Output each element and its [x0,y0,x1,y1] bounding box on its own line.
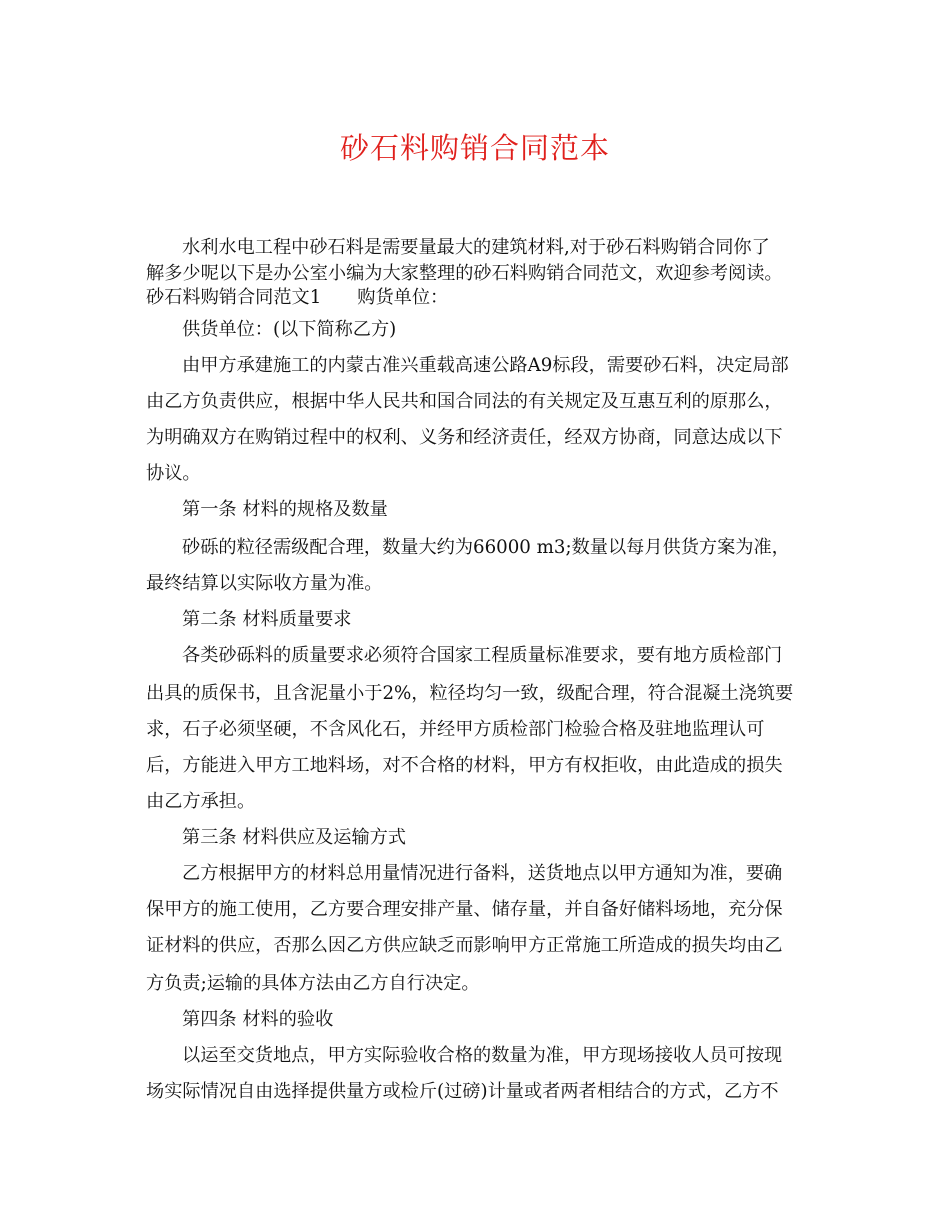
paragraph-line: 砂砾的粒径需级配合理，数量大约为66000 m3;数量以每月供货方案为准， [182,537,790,558]
section-heading: 第三条 材料供应及运输方式 [182,827,407,848]
paragraph-line [146,286,448,310]
paragraph-line: 由乙方负责供应，根据中华人民共和国合同法的有关规定及互惠互利的原那么， [146,391,783,412]
paragraph-line: 求，石子必须坚硬，不含风化石，并经甲方质检部门检验合格及驻地监理认可 [146,719,765,740]
paragraph-line: 证材料的供应，否那么因乙方供应缺乏而影响甲方正常施工所造成的损失均由乙 [146,935,783,956]
paragraph-line: 解多少呢以下是办公室小编为大家整理的砂石料购销合同范文，欢迎参考阅读。 [146,263,783,284]
paragraph-line: 以运至交货地点，甲方实际验收合格的数量为准，甲方现场接收人员可按现 [182,1045,783,1066]
paragraph-line: 场实际情况自由选择提供量方或检斤(过磅)计量或者两者相结合的方式，乙方不 [146,1081,779,1102]
paragraph-line: 乙方根据甲方的材料总用量情况进行备料，送货地点以甲方通知为准，要确 [182,863,783,884]
paragraph-line: 供货单位：(以下简称乙方) [182,319,397,340]
section-heading: 第二条 材料质量要求 [182,609,352,630]
section-heading: 第一条 材料的规格及数量 [182,499,388,520]
buyer-label: 购货单位： [357,287,449,308]
paragraph-line: 最终结算以实际收方量为准。 [146,573,383,594]
paragraph-line: 由甲方承建施工的内蒙古准兴重载高速公路A9标段，需要砂石料，决定局部 [182,355,789,376]
paragraph-line: 各类砂砾料的质量要求必须符合国家工程质量标准要求，要有地方质检部门 [182,645,783,666]
paragraph-line: 保甲方的施工使用，乙方要合理安排产量、储存量，并自备好储料场地，充分保 [146,899,783,920]
sample-heading: 砂石料购销合同范文1 [146,287,322,308]
paragraph-line: 方负责;运输的具体方法由乙方自行决定。 [146,973,480,994]
paragraph-line: 出具的质保书，且含泥量小于2%，粒径均匀一致，级配合理，符合混凝土浇筑要 [146,683,794,704]
paragraph-line: 协议。 [146,463,201,484]
paragraph-line: 后，方能进入甲方工地料场，对不合格的材料，甲方有权拒收，由此造成的损失 [146,755,783,776]
paragraph-line: 为明确双方在购销过程中的权利、义务和经济责任，经双方协商，同意达成以下 [146,427,783,448]
section-heading: 第四条 材料的验收 [182,1009,334,1030]
paragraph-line: 由乙方承担。 [146,791,256,812]
document-title: 砂石料购销合同范本 [339,131,610,165]
paragraph-line: 水利水电工程中砂石料是需要量最大的建筑材料,对于砂石料购销合同你了 [182,237,770,258]
